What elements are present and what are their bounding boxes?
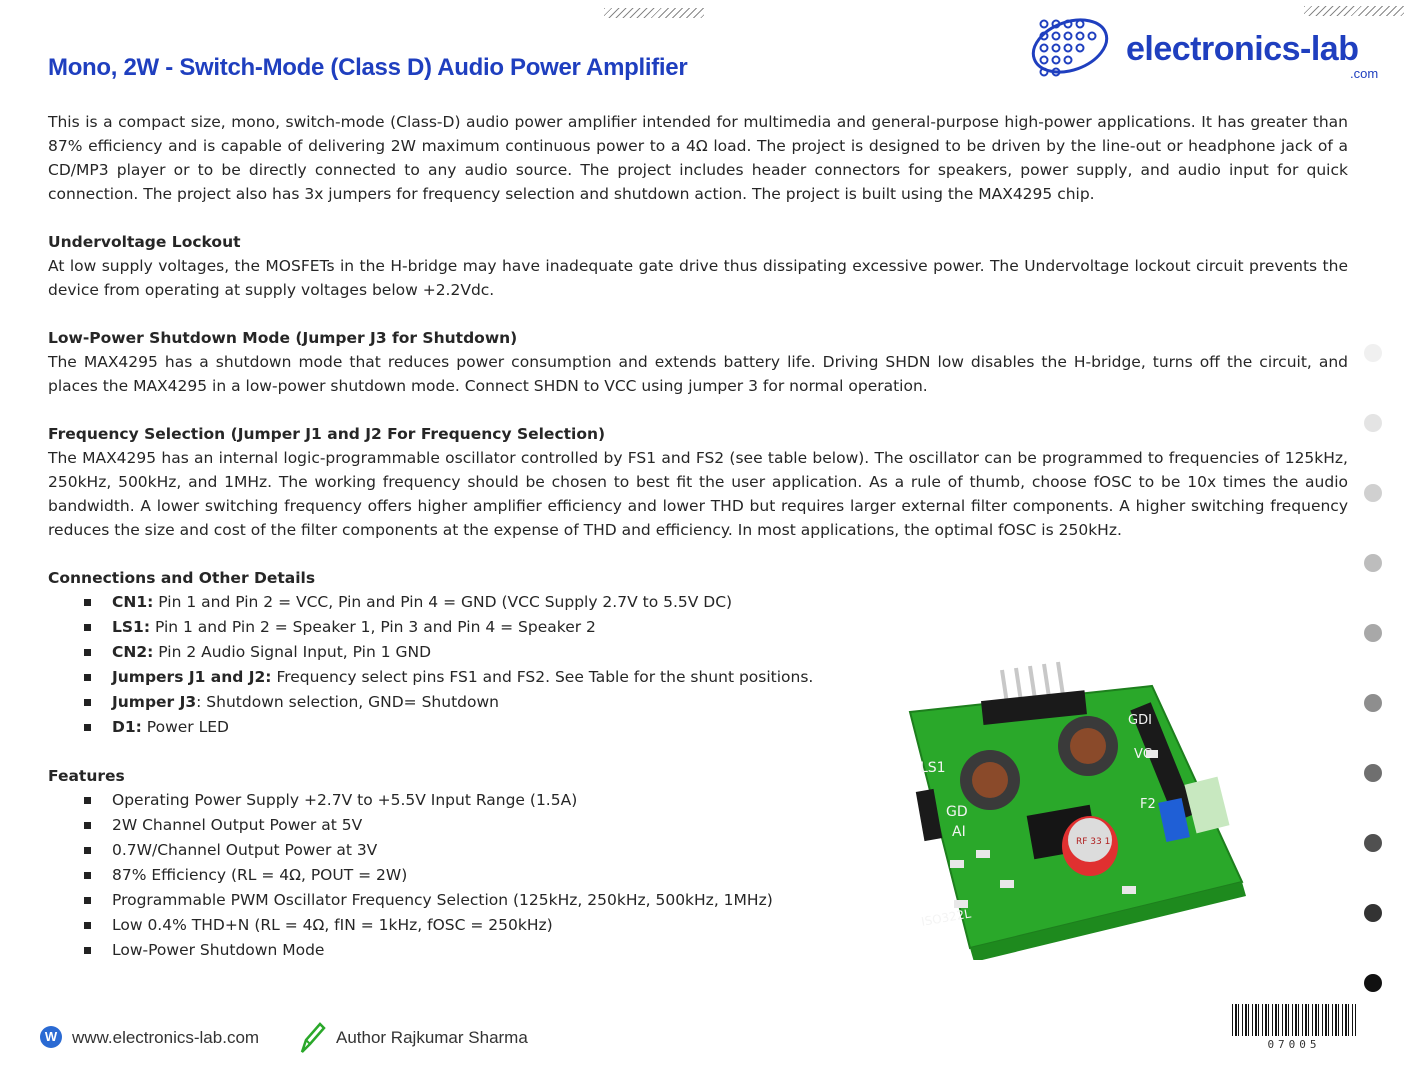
pcb-board-illustration xyxy=(890,650,1260,960)
board-label-gdi: GDI xyxy=(1128,713,1152,728)
board-label-gd: GD xyxy=(946,804,968,820)
board-label-vc: VC xyxy=(1134,747,1152,762)
list-item: Jumpers J1 and J2: Frequency select pins FS1 and FS2. See Table for the shunt positions. xyxy=(84,665,1348,690)
board-label-f2: F2 xyxy=(1140,797,1156,812)
decor-dot xyxy=(1364,834,1382,852)
decor-hatch-top xyxy=(604,8,704,18)
barcode-number: 07005 xyxy=(1267,1038,1321,1051)
list-item: D1: Power LED xyxy=(84,715,1348,740)
list-item: Low-Power Shutdown Mode xyxy=(84,938,1348,963)
logo-dots-icon xyxy=(1030,10,1120,90)
uvlo-section xyxy=(48,230,1348,302)
decor-dot xyxy=(1364,694,1382,712)
list-item: CN2: Pin 2 Audio Signal Input, Pin 1 GND xyxy=(84,640,1348,665)
list-item: Jumper J3: Shutdown selection, GND= Shutdown xyxy=(84,690,1348,715)
list-item: 0.7W/Channel Output Power at 3V xyxy=(84,838,1348,863)
decor-dot xyxy=(1364,484,1382,502)
list-item: CN1: Pin 1 and Pin 2 = VCC, Pin and Pin 4 = GND (VCC Supply 2.7V to 5.5V DC) xyxy=(84,590,1348,615)
decor-dots xyxy=(1364,344,1386,1044)
frequency-section xyxy=(48,422,1348,542)
shutdown-section xyxy=(48,326,1348,398)
decor-dot xyxy=(1364,414,1382,432)
list-item: Programmable PWM Oscillator Frequency Selection (125kHz, 250kHz, 500kHz, 1MHz) xyxy=(84,888,1348,913)
list-item: Low 0.4% THD+N (RL = 4Ω, fIN = 1kHz, fOSC = 250kHz) xyxy=(84,913,1348,938)
intro-paragraph: This is a compact size, mono, switch-mode (Class-D) audio power amplifier intended for multimedia and general-purpose high-power applications. It has greater than 87% efficiency and is capable of delivering 2W maximum continuous power to a 4Ω load. The project is designed to be driven by the line-out or headphone jack of a CD/MP3 player or to be directly connected to any audio source. The project includes header connectors for speakers, power supply, and audio input for quick connection. The project also has 3x jumpers for frequency selection and shutdown action. The project is built using the MAX4295 chip. xyxy=(48,113,1348,203)
decor-dot xyxy=(1364,344,1382,362)
pen-icon xyxy=(296,1022,326,1056)
website-icon: W xyxy=(40,1026,62,1048)
intro-section xyxy=(48,110,1348,206)
board-label-ai: AI xyxy=(952,824,966,840)
board-label-ls1: LS1 xyxy=(920,760,946,776)
list-item: 87% Efficiency (RL = 4Ω, POUT = 2W) xyxy=(84,863,1348,888)
decor-dot xyxy=(1364,554,1382,572)
logo-suffix: .com xyxy=(1350,66,1379,81)
pcb-board-photo xyxy=(890,650,1260,960)
decor-dot xyxy=(1364,624,1382,642)
list-item: 2W Channel Output Power at 5V xyxy=(84,813,1348,838)
decor-dot xyxy=(1364,904,1382,922)
connections-heading: Connections and Other Details xyxy=(48,569,316,587)
footer-url[interactable]: www.electronics-lab.com xyxy=(72,1028,260,1047)
uvlo-heading: Undervoltage Lockout xyxy=(48,233,241,251)
frequency-heading: Frequency Selection (Jumper J1 and J2 For Frequency Selection) xyxy=(48,425,606,443)
board-label-code: ISO322L xyxy=(920,906,972,929)
logo-text: electronics-lab xyxy=(1126,30,1359,68)
brand-logo[interactable] xyxy=(1030,10,1390,90)
decor-dot xyxy=(1364,764,1382,782)
shutdown-paragraph: The MAX4295 has a shutdown mode that reduces power consumption and extends battery life. Driving SHDN low disables the H-bridge, turns off the circuit, and places the MAX4295 in a low-power shutdown mode. Connect SHDN to VCC using jumper 3 for normal operation. xyxy=(48,353,1348,395)
uvlo-paragraph: At low supply voltages, the MOSFETs in the H-bridge may have inadequate gate drive thus dissipating excessive power. The Undervoltage lockout circuit prevents the device from operating at supply voltages below +2.2Vdc. xyxy=(48,257,1348,299)
list-item: LS1: Pin 1 and Pin 2 = Speaker 1, Pin 3 and Pin 4 = Speaker 2 xyxy=(84,615,1348,640)
list-item: Operating Power Supply +2.7V to +5.5V Input Range (1.5A) xyxy=(84,788,1348,813)
barcode-bars xyxy=(1232,1004,1356,1036)
capacitor-label: RF 33 1 xyxy=(1076,837,1111,847)
barcode xyxy=(1232,1004,1356,1056)
frequency-paragraph: The MAX4295 has an internal logic-programmable oscillator controlled by FS1 and FS2 (see table below). The oscillator can be programmed to frequencies of 125kHz, 250kHz, 500kHz, and 1MHz. The working frequency should be chosen to best fit the user application. As a rule of thumb, choose fOSC to be 10x times the audio bandwidth. A lower switching frequency offers higher amplifier efficiency and lower THD but requires larger external filter components. A higher switching frequency reduces the size and cost of the filter components at the expense of THD and efficiency. In most applications, the optimal fOSC is 250kHz. xyxy=(48,449,1348,539)
decor-dot xyxy=(1364,974,1382,992)
shutdown-heading: Low-Power Shutdown Mode (Jumper J3 for Shutdown) xyxy=(48,329,518,347)
footer-author: Author Rajkumar Sharma xyxy=(336,1028,528,1047)
page-title: Mono, 2W - Switch-Mode (Class D) Audio Power Amplifier xyxy=(48,54,688,81)
features-heading: Features xyxy=(48,767,125,785)
